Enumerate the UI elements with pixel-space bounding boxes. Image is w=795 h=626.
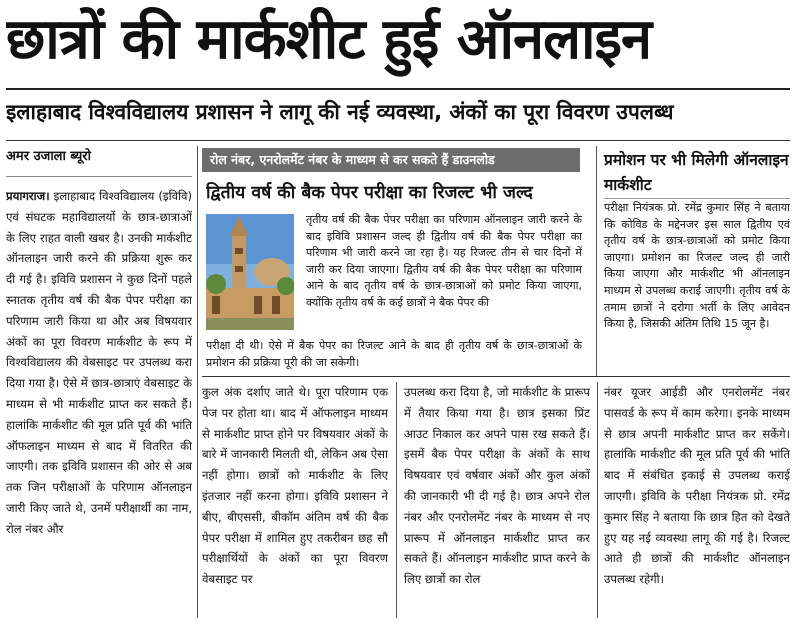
story-title: द्वितीय वर्ष की बैक पेपर परीक्षा का रिजल्ट भी जल्द [206,183,533,203]
dateline: प्रयागराज। [6,189,50,203]
column-divider-3 [597,382,598,618]
sidebar-rule [604,198,790,199]
article-column-3: उपलब्ध करा दिया है, जो मार्कशीट के प्रारूप में तैयार किया गया है। छात्र इसका प्रिंट आउट निकाल कर अपने पास रख सकते हैं। इसमें बैक पेपर परीक्षा के अंकों के साथ विषयवार एवं वर्षवार अंकों और कुल अंकों की जानकारी भी दी गई है। छात्र अपने रोल नंबर और एनरोलमेंट नंबर के माध्यम से नए प्रारूप में ऑनलाइन मार्कशीट प्राप्त कर सकते हैं। ऑनलाइन मार्कशीट प्राप्त करने के लिए छात्रों का रोल [404,385,590,587]
column-1-text: इलाहाबाद विश्वविद्यालय (इविवि) एवं संघटक महाविद्यालयों के छात्र-छात्राओं के लिए राहत वाली खबर है। उनकी मार्कशीट ऑनलाइन जारी करने की प्रक्रिया शुरू कर दी गई है। इविवि प्रशासन ने कुछ दिनों पहले स्नातक तृतीय वर्ष की बैक पेपर परीक्षा का परिणाम जारी किया था और अब विषयवार अंकों का पूरा विवरण मार्कशीट के रूप में विश्वविद्यालय की वेबसाइट पर उपलब्ध करा दिया गया है। ऐसे में छात्र-छात्राएं वेबसाइट के माध्यम से भी मार्कशीट प्राप्त कर सकते हैं। हालांकि मार्कशीट की मूल प्रति पूर्व की भांति ऑफलाइन माध्यम से बाद में वितरित की जाएगी। तक इविवि प्रशासन की ओर से अब तक जिन परीक्षाओं के परिणाम ऑनलाइन जारी किए जाते थे, उनमें परीक्षार्थी का नाम, रोल नंबर और [6,189,192,536]
column-divider-2 [396,382,397,618]
article-column-1 [6,186,192,616]
column-divider-sidebar [596,146,597,376]
story-body-continued: परीक्षा दी थी। ऐसे में बैक पेपर का रिजल्ट आने के बाद ही तृतीय वर्ष के छात्र-छात्राओं के प्रमोशन की प्रक्रिया पूरी की जा सकेगी। [206,339,582,369]
university-building-photo [206,214,294,330]
section-rule [202,376,790,377]
subheadline: इलाहाबाद विश्वविद्यालय प्रशासन ने लागू की नई व्यवस्था, अंकों का पूरा विवरण उपलब्ध [6,100,674,124]
university-building-image [206,214,294,330]
article-column-4: नंबर यूजर आईडी और एनरोलमेंट नंबर पासवर्ड के रूप में काम करेगा। इनके माध्यम से छात्र अपनी मार्कशीट प्राप्त कर सकेंगे। हालांकि मार्कशीट की मूल प्रति पूर्व की भांति बाद में संबंधित इकाई से उपलब्ध कराई जाएगी। इविवि के परीक्षा नियंत्रक प्रो. रमेंद्र कुमार सिंह ने बताया कि छात्र हित को देखते हुए यह नई व्यवस्था लागू की गई है। रिजल्ट आते ही छात्रों की मार्कशीट ऑनलाइन उपलब्ध रहेगी। [604,385,790,587]
byline: अमर उजाला ब्यूरो [6,149,91,164]
story-body: तृतीय वर्ष की बैक पेपर परीक्षा का परिणाम ऑनलाइन जारी करने के बाद इविवि प्रशासन जल्द ही द्वितीय वर्ष की बैक पेपर परीक्षा का परिणाम भी जारी करने जा रहा है। यह रिजल्ट तीन से चार दिनों में जारी कर दिया जाएगा। द्वितीय वर्ष की बैक पेपर परीक्षा का परिणाम आने के बाद तृतीय वर्ष के छात्र-छात्राओं को प्रमोट किया जाएगा, क्योंकि तृतीय वर्ष के कई छात्रों ने बैक पेपर की [306,213,582,309]
article-column-2: कुल अंक दर्शाए जाते थे। पूरा परिणाम एक पेज पर होता था। बाद में ऑफलाइन माध्यम से मार्कशीट प्राप्त होने पर विषयवार अंकों के बारे में जानकारी मिलती थी, लेकिन अब ऐसा नहीं होगा। छात्रों को मार्कशीट के लिए इंतजार नहीं करना होगा। इविवि प्रशासन ने बीए, बीएससी, बीकॉम अंतिम वर्ष की बैक पेपर परीक्षा में शामिल हुए तकरीबन छह सौ परीक्षार्थियों के अंकों का पूरा विवरण वेबसाइट पर [202,385,388,587]
subheadline-rule [6,140,790,141]
column-divider-1 [197,146,198,618]
sidebar-title: प्रमोशन पर भी मिलेगी ऑनलाइन मार्कशीट [604,151,789,194]
headline: छात्रों की मार्कशीट हुई ऑनलाइन [6,7,652,72]
byline-rule [6,176,192,177]
story-banner: रोल नंबर, एनरोलमेंट नंबर के माध्यम से कर सकते हैं डाउनलोड [202,148,580,172]
headline-rule [6,88,790,90]
sidebar-body: परीक्षा नियंत्रक प्रो. रमेंद्र कुमार सिंह ने बताया कि कोविड के मद्देनजर इस साल द्वितीय एवं तृतीय वर्ष के छात्र-छात्राओं को प्रमोट किया जाएगा। प्रमोशन का रिजल्ट जल्द ही जारी किया जाएगा और मार्कशीट भी ऑनलाइन माध्यम से उपलब्ध कराई जाएगी। तृतीय वर्ष के तमाम छात्रों ने दरोगा भर्ती के लिए आवेदन किया है, जिसकी अंतिम तिथि 15 जून है। [604,201,790,331]
